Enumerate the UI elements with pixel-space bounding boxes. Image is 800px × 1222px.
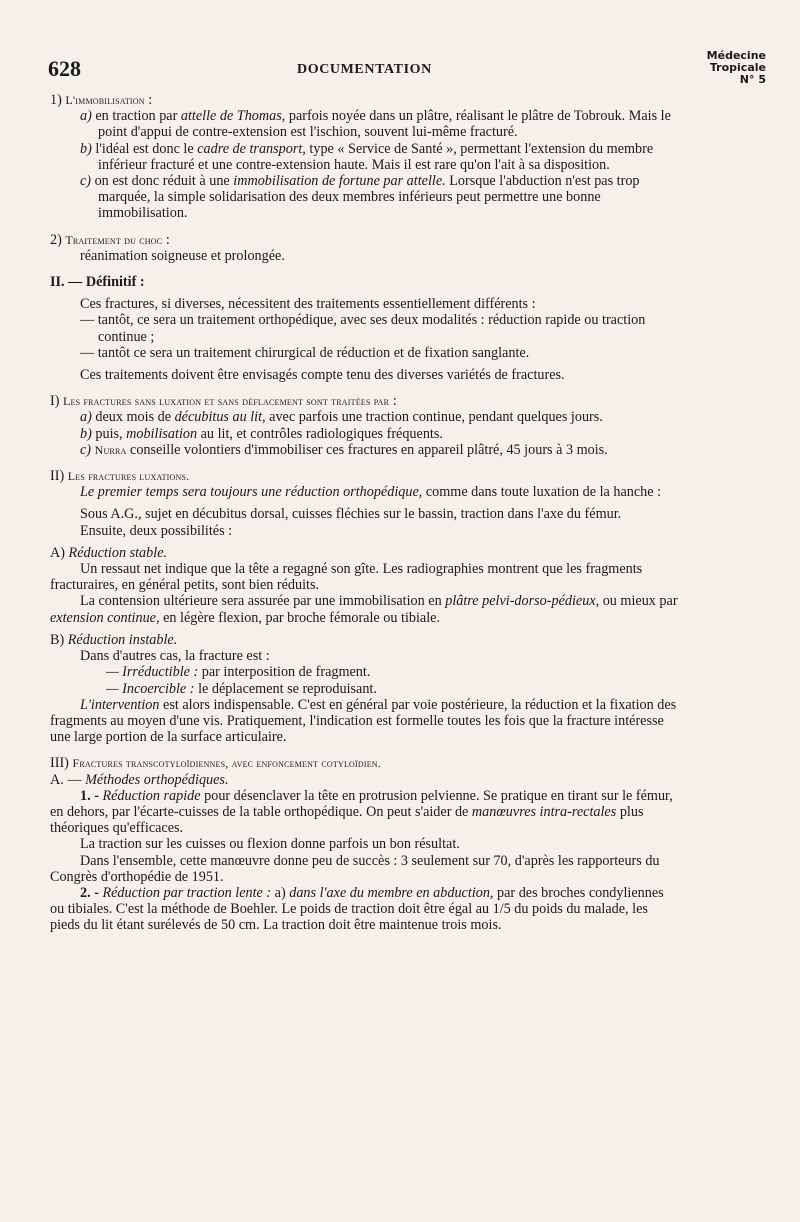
list-item: — tantôt ce sera un traitement chirurgical de réduction et de fixation sanglante.	[80, 344, 530, 361]
paragraph: Ensuite, deux possibilités :	[80, 522, 233, 539]
paragraph: Ces traitements doivent être envisagés compte tenu des diverses variétés de fractures.	[80, 367, 565, 384]
section-heading: III) Fractures transcotyloïdiennes, avec enfoncement cotyloïdien.	[50, 755, 381, 772]
section-heading: II. — Définitif :	[50, 274, 145, 291]
paragraph: Ces fractures, si diverses, nécessitent des traitements essentiellement différents :	[80, 296, 536, 313]
journal-line: Médecine	[706, 49, 766, 62]
list-item: — Irréductible : par interposition de fragment.	[106, 664, 371, 681]
journal-issue: N° 5	[739, 73, 766, 86]
list-item: c) on est donc réduit à une immobilisation de fortune par attelle. Lorsque l'abduction n'est pas trop marquée, la simple solidarisation des deux membres inférieurs peut permettre une bonne immobilisation.	[80, 173, 640, 222]
paragraph: 1. - Réduction rapide pour désenclaver la tête en protrusion pelvienne. Se pratique en tirant sur le fémur, en dehors, par l'écarte-cuisses de la table orthopédique. On peut s'aider de manœuvres intra-rectales plus théoriques qu'efficaces.	[50, 787, 673, 837]
page-number: 628	[48, 56, 81, 81]
list-item: c) Nurra conseille volontiers d'immobiliser ces fractures en appareil plâtré, 45 jours à 3 mois.	[80, 441, 608, 458]
subsection-heading: A. — Méthodes orthopédiques.	[50, 771, 229, 788]
article-body	[50, 92, 678, 934]
list-item: a) deux mois de décubitus au lit, avec parfois une traction continue, pendant quelques jours.	[80, 409, 603, 426]
subsection-heading: A) Réduction stable.	[50, 544, 168, 561]
paragraph: 2. - Réduction par traction lente : a) dans l'axe du membre en abduction, par des broches condyliennes ou tibiales. C'est la méthode de Boehler. Le poids de traction doit être égal au 1/5 du poids du malade, les pieds du lit étant surélevés de 50 cm. La traction doit être maintenue trois mois.	[50, 884, 664, 934]
section-heading: II) Les fractures luxations.	[50, 468, 190, 485]
running-title: DOCUMENTATION	[297, 62, 432, 77]
paragraph: L'intervention est alors indispensable. C'est en général par voie postérieure, la réduction et la fixation des fragments au moyen d'une vis. Pratiquement, l'indication est formelle toutes les fois que la fracture intéresse une large portion de la surface articulaire.	[50, 696, 677, 746]
section-heading: 1) L'immobilisation :	[50, 92, 153, 108]
paragraph: La contension ultérieure sera assurée par une immobilisation en plâtre pelvi-dorso-pédieux, ou mieux par extension continue, en légère flexion, par broche fémorale ou tibiale.	[50, 593, 678, 626]
list-item: — Incoercible : le déplacement se reproduisant.	[106, 680, 377, 697]
list-item: b) l'idéal est donc le cadre de transport, type « Service de Santé », permettant l'extension du membre inférieur fracturé et une contre-extension haute. Mais il est rare qu'on l'ait à sa disposition.	[80, 140, 654, 173]
section-heading: 2) Traitement du choc :	[50, 231, 170, 248]
list-item: b) puis, mobilisation au lit, et contrôles radiologiques fréquents.	[80, 425, 443, 442]
journal-line: Tropicale	[709, 61, 766, 74]
list-item: — tantôt, ce sera un traitement orthopédique, avec ses deux modalités : réduction rapide ou traction continue ;	[80, 312, 646, 345]
journal-name	[707, 50, 766, 86]
paragraph: Le premier temps sera toujours une réduction orthopédique, comme dans toute luxation de la hanche :	[80, 484, 662, 501]
paragraph: Dans l'ensemble, cette manœuvre donne peu de succès : 3 seulement sur 70, d'après les rapporteurs du Congrès d'orthopédie de 1951.	[50, 852, 660, 885]
list-item: a) en traction par attelle de Thomas, parfois noyée dans un plâtre, réalisant le plâtre de Tobrouk. Mais le point d'appui de contre-extension est l'ischion, souvent lui-même fracturé.	[80, 108, 671, 141]
paragraph: Un ressaut net indique que la tête a regagné son gîte. Les radiographies montrent que les fragments fracturaires, en général petits, sont bien réduits.	[50, 561, 643, 594]
paragraph: réanimation soigneuse et prolongée.	[80, 247, 285, 264]
subsection-heading: B) Réduction instable.	[50, 631, 178, 648]
section-heading: I) Les fractures sans luxation et sans déflacement sont traitées par :	[50, 393, 397, 410]
paragraph: Sous A.G., sujet en décubitus dorsal, cuisses fléchies sur le bassin, traction dans l'axe du fémur.	[80, 506, 622, 523]
paragraph: La traction sur les cuisses ou flexion donne parfois un bon résultat.	[80, 836, 460, 853]
paragraph: Dans d'autres cas, la fracture est :	[80, 648, 270, 665]
